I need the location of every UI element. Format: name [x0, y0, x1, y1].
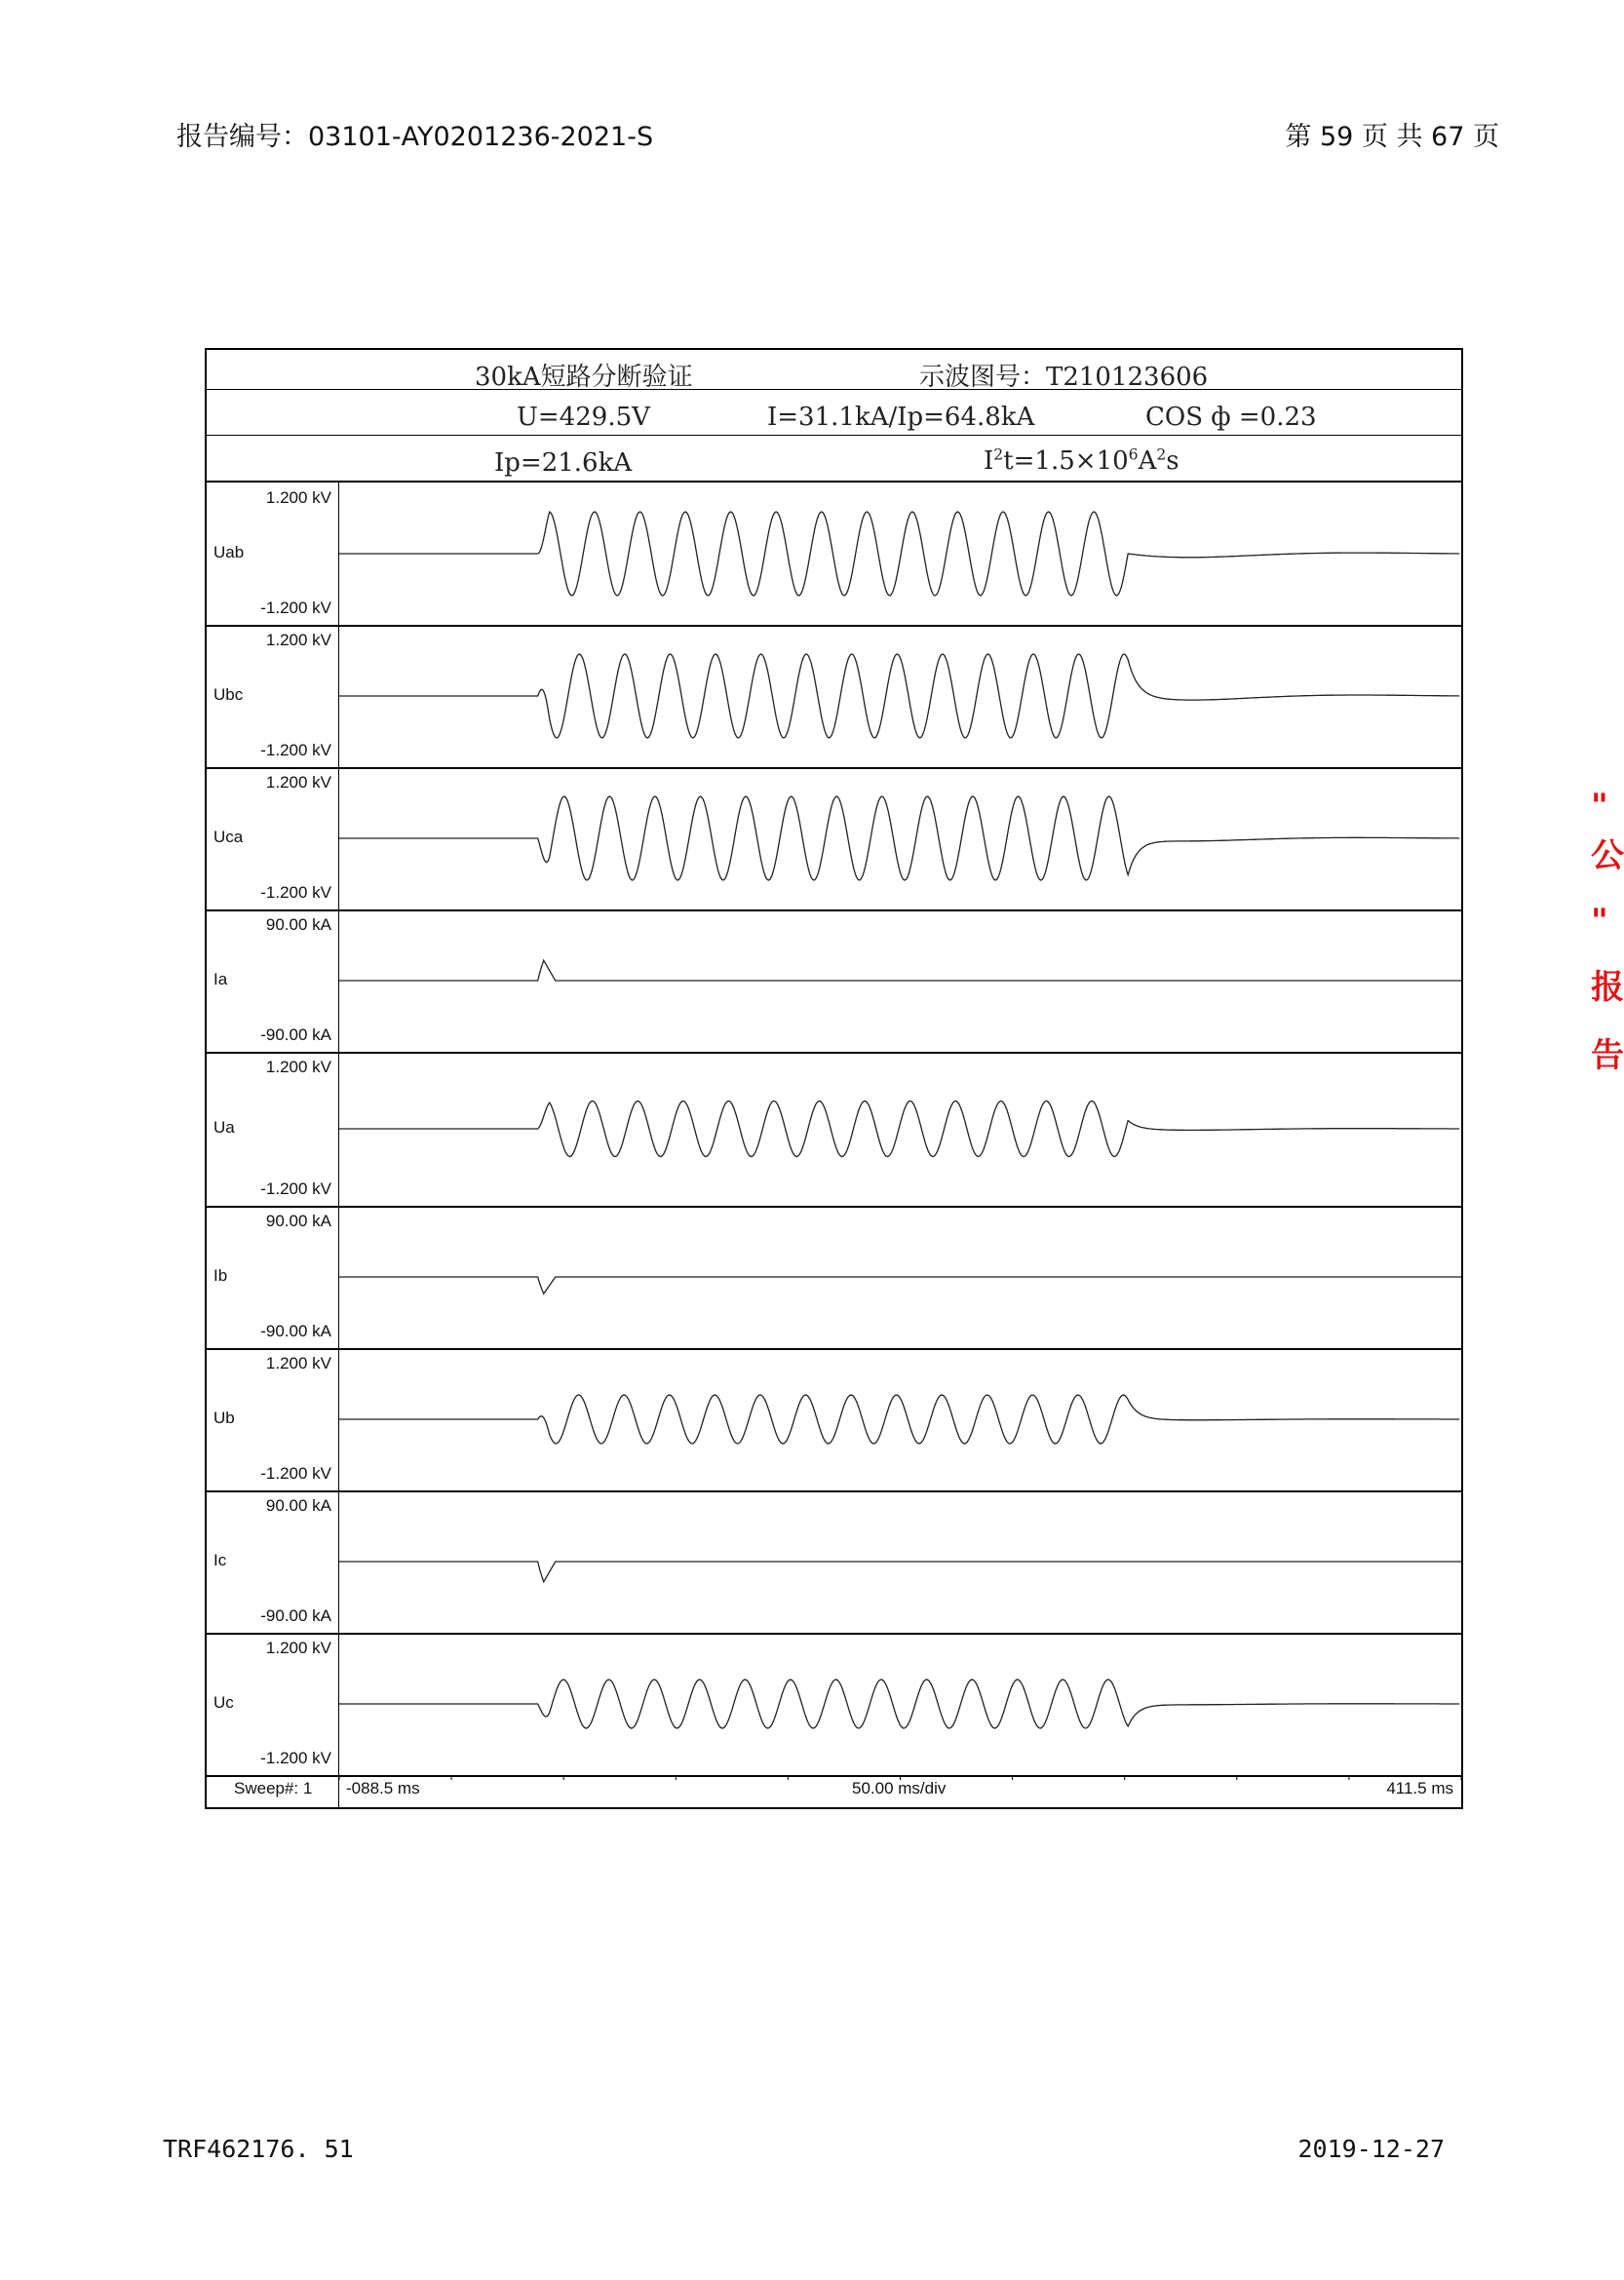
waveform-uca [339, 796, 1459, 880]
stamp-glyph: " [1591, 787, 1608, 826]
page-info: 第 59 页 共 67 页 [1285, 122, 1499, 152]
channel-bottom-scale: -90.00 kA [260, 1025, 331, 1044]
channel-name: Ib [213, 1266, 228, 1285]
channel-name: Uc [213, 1693, 234, 1712]
waveform-number: 示波图号：T210123606 [919, 363, 1209, 392]
waveform-ubc [339, 654, 1459, 738]
waveform-plot [339, 483, 1461, 1809]
waveform-ia [339, 960, 1461, 981]
channel-name: Ua [213, 1118, 235, 1137]
sweep-start: -088.5 ms [346, 1779, 420, 1797]
channel-name: Ubc [213, 685, 244, 704]
channel-bottom-scale: -1.200 kV [260, 1749, 331, 1767]
channel-bottom-scale: -1.200 kV [260, 1464, 331, 1483]
channel-top-scale: 1.200 kV [265, 488, 331, 507]
ip-value: Ip=21.6kA [494, 448, 633, 478]
channel-name: Ub [213, 1409, 235, 1427]
test-title: 30kA短路分断验证 [475, 363, 693, 392]
waveform-ub [339, 1395, 1459, 1444]
waveform-uab [339, 512, 1459, 596]
form-number: TRF462176. 51 [163, 2135, 354, 2163]
channel-bottom-scale: -90.00 kA [260, 1322, 331, 1340]
channel-name: Uca [213, 828, 244, 846]
channel-bottom-scale: -1.200 kV [260, 741, 331, 759]
sweep-scale: 50.00 ms/div [852, 1779, 947, 1797]
i2t-value: $I^2t=1.5\times 10^6A^2s$ [984, 445, 1179, 476]
channel-bottom-scale: -1.200 kV [260, 883, 331, 902]
channel-name: Uab [213, 543, 245, 561]
channel-top-scale: 1.200 kV [265, 1354, 331, 1372]
channel-top-scale: 1.200 kV [265, 1058, 331, 1076]
channel-top-scale: 90.00 kA [265, 915, 331, 934]
voltage-value: U=429.5V [517, 403, 650, 432]
waveform-ic [339, 1562, 1461, 1582]
stamp-glyph: 报 [1591, 968, 1624, 1007]
channel-bottom-scale: -1.200 kV [260, 599, 331, 617]
report-number: 报告编号：03101-AY0201236-2021-S [176, 122, 654, 152]
stamp-glyph: 告 [1591, 1036, 1624, 1075]
waveform-ua [339, 1101, 1459, 1157]
channel-top-scale: 1.200 kV [265, 1639, 331, 1657]
channel-top-scale: 90.00 kA [265, 1496, 331, 1515]
power-factor: COS ф =0.23 [1145, 403, 1317, 432]
channel-top-scale: 1.200 kV [265, 631, 331, 649]
channel-name: Ic [213, 1551, 227, 1569]
channel-top-scale: 90.00 kA [265, 1212, 331, 1230]
stamp-glyph: " [1591, 902, 1608, 941]
sweep-label: Sweep#: 1 [234, 1779, 313, 1797]
oscillogram-frame [205, 348, 1463, 1809]
stamp-glyph: 公 [1591, 836, 1624, 875]
footer-date: 2019-12-27 [1297, 2135, 1445, 2163]
current-value: I=31.1kA/Ip=64.8kA [767, 403, 1035, 432]
channel-top-scale: 1.200 kV [265, 773, 331, 792]
sweep-end: 411.5 ms [1386, 1779, 1453, 1797]
waveform-uc [339, 1680, 1459, 1728]
channel-name: Ia [213, 970, 228, 988]
channel-bottom-scale: -90.00 kA [260, 1606, 331, 1625]
waveform-ib [339, 1277, 1461, 1294]
channel-bottom-scale: -1.200 kV [260, 1179, 331, 1198]
